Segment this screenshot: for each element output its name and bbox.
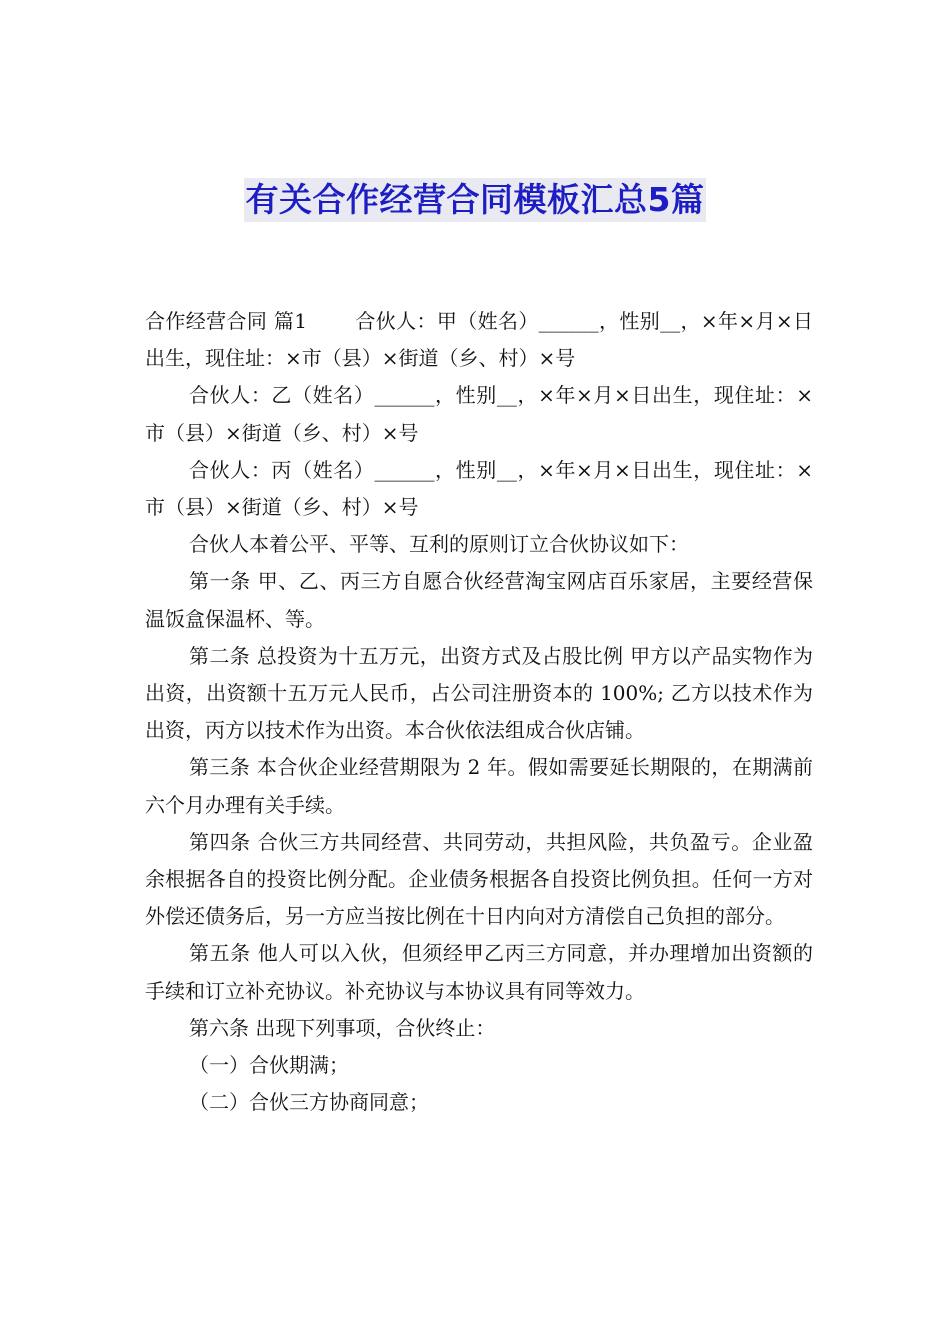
section-heading: 合作经营合同 篇1 bbox=[145, 309, 308, 333]
paragraph-article-3: 第三条 本合伙企业经营期限为 2 年。假如需要延长期限的，在期满前六个月办理有关手续。 bbox=[145, 755, 813, 817]
list-item-1: （一）合伙期满； bbox=[189, 1053, 349, 1078]
title-container bbox=[0, 178, 950, 222]
paragraph-partner-c: 合伙人：丙（姓名）______，性别__，×年×月×日出生，现住址：×市（县）×街道（乡、村）×号 bbox=[145, 457, 813, 520]
paragraph-article-2: 第二条 总投资为十五万元，出资方式及占股比例 甲方以产品实物作为出资，出资额十五万元人民币，占公司注册资本的 100%; 乙方以技术作为出资，丙方以技术作为出资。本合伙依法组成合伙店铺。 bbox=[145, 643, 813, 743]
paragraph-text: 合伙人：甲（姓名）______，性别__，×年×月×日出生，现住址：×市（县）×街道（乡、村）×号 bbox=[145, 309, 813, 371]
list-item-2: （二）合伙三方协商同意； bbox=[189, 1090, 429, 1115]
document-title: 有关合作经营合同模板汇总5篇 bbox=[244, 178, 707, 222]
paragraph-preamble: 合伙人本着公平、平等、互利的原则订立合伙协议如下： bbox=[189, 532, 689, 557]
paragraph-article-5: 第五条 他人可以入伙，但须经甲乙丙三方同意，并办理增加出资额的手续和订立补充协议。补充协议与本协议具有同等效力。 bbox=[145, 941, 813, 1003]
paragraph-article-6: 第六条 出现下列事项，合伙终止： bbox=[189, 1015, 496, 1040]
document-body bbox=[145, 303, 813, 1121]
paragraph-partner-a bbox=[145, 303, 813, 377]
paragraph-partner-b: 合伙人：乙（姓名）______，性别__，×年×月×日出生，现住址：×市（县）×街道（乡、村）×号 bbox=[145, 383, 813, 445]
paragraph-article-4: 第四条 合伙三方共同经营、共同劳动，共担风险，共负盈亏。企业盈余根据各自的投资比例分配。企业债务根据各自投资比例负担。任何一方对外偿还债务后，另一方应当按比例在十日内向对方清偿自己负担的部分。 bbox=[145, 829, 813, 929]
paragraph-article-1: 第一条 甲、乙、丙三方自愿合伙经营淘宝网店百乐家居，主要经营保温饭盒保温杯、等。 bbox=[145, 569, 813, 631]
